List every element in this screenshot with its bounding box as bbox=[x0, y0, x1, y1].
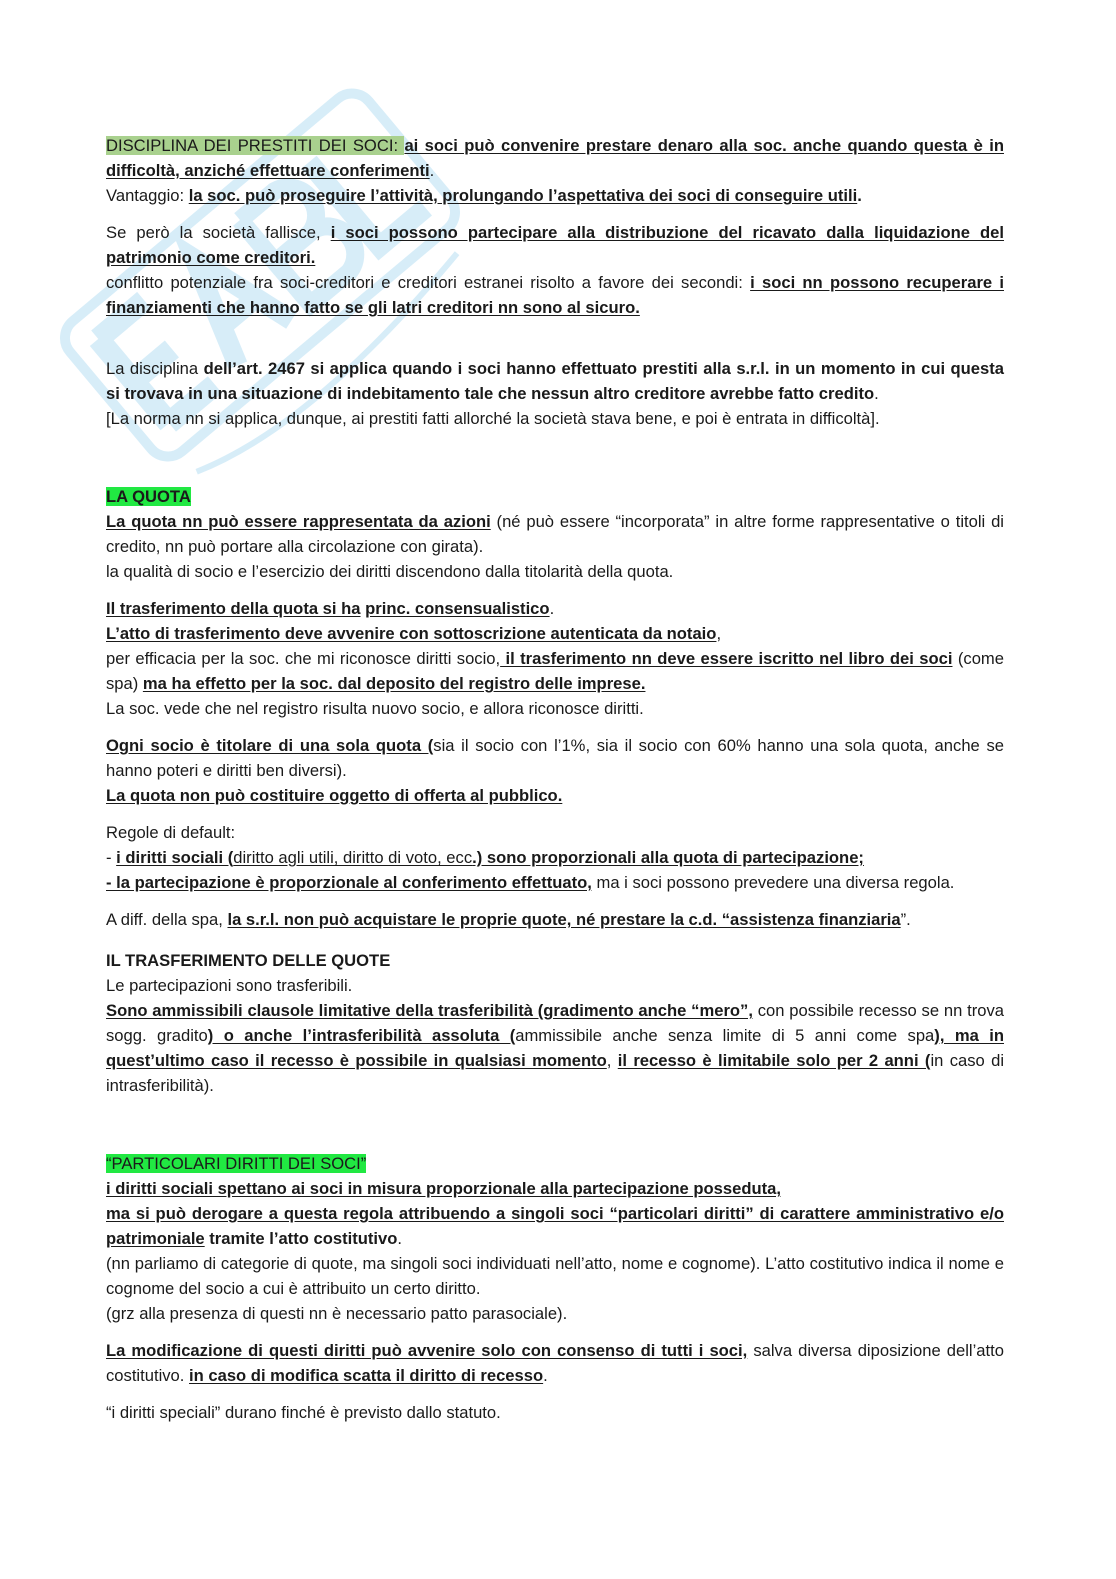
prestiti-p1-bold: ai soci può convenire prestare denaro alla soc. anche quando questa è in difficoltà, anziché effettuare conferimenti bbox=[106, 136, 1004, 180]
trasf-p2-text2: ammissibile anche senza limite di 5 anni come spa bbox=[515, 1026, 935, 1045]
quota-p10-under: diritto agli utili, diritto di voto, ecc bbox=[233, 848, 473, 867]
particolari-p6: “i diritti speciali” durano finché è previsto dallo statuto. bbox=[106, 1403, 501, 1422]
quota-p10 bbox=[106, 845, 1004, 870]
particolari-heading-line bbox=[106, 1151, 1004, 1176]
particolari-p3: (nn parliamo di categorie di quote, ma singoli soci individuati nell’atto, nome e cognome). L’atto costitutivo indica il nome e cognome del socio a cui è attribuito un certo diritto. bbox=[106, 1254, 1004, 1298]
trasf-p2-bold3: ), ma in quest’ultimo caso il recesso è possibile in qualsiasi momento bbox=[106, 1026, 1004, 1070]
quota-p11-text: ma i soci possono prevedere una diversa regola. bbox=[591, 873, 955, 892]
trasf-p2-bold4: il recesso è limitabile solo per 2 anni ( bbox=[617, 1051, 931, 1070]
particolari-p5-end: . bbox=[543, 1366, 548, 1385]
quota-p2: la qualità di socio e l’esercizio dei diritti discendono dalla titolarità della quota. bbox=[106, 562, 674, 581]
document-page bbox=[106, 133, 1004, 1437]
quota-p4 bbox=[106, 621, 1004, 646]
prestiti-fallimento bbox=[106, 220, 1004, 270]
quota-p5-bold2: ma ha effetto per la soc. dal deposito del registro delle imprese. bbox=[142, 674, 646, 693]
particolari-p2-end: . bbox=[397, 1229, 402, 1248]
particolari-p4: (grz alla presenza di questi nn è necessario patto parasociale). bbox=[106, 1304, 568, 1323]
quota-p5-bold: il trasferimento nn deve essere iscritto nel libro dei soci bbox=[500, 649, 953, 668]
prestiti-p5-end: . bbox=[874, 384, 879, 403]
quota-p12-end: ”. bbox=[900, 910, 911, 929]
quota-p12-bold: la s.r.l. non può acquistare le proprie quote, né prestare la c.d. “assistenza finanziaria bbox=[227, 910, 901, 929]
quota-p3-bold2: princ. consensualistico bbox=[365, 599, 550, 618]
particolari-p5-text: salva diversa diposizione dell’atto costitutivo. bbox=[106, 1341, 1004, 1385]
quota-p4-end: , bbox=[716, 624, 722, 643]
quota-p3-bold: Il trasferimento della quota si ha bbox=[106, 599, 361, 618]
quota-p7 bbox=[106, 733, 1004, 783]
quota-p10-bold2: .) sono proporzionali alla quota di partecipazione; bbox=[472, 848, 864, 867]
heading-particolari: “PARTICOLARI DIRITTI DEI SOCI” bbox=[106, 1154, 367, 1173]
quota-p1 bbox=[106, 509, 1004, 559]
heading-trasferimento: IL TRASFERIMENTO DELLE QUOTE bbox=[106, 951, 391, 970]
trasf-p2-text3: in caso di intrasferibilità). bbox=[106, 1051, 1005, 1095]
quota-p11-bold: - la partecipazione è proporzionale al conferimento effettuato, bbox=[106, 873, 592, 892]
heading-prestiti: DISCIPLINA DEI PRESTITI DEI SOCI bbox=[106, 136, 394, 155]
quota-p1-text: (né può essere “incorporata” in altre forme rappresentative o titoli di credito, nn può portare alla circolazione con girata). bbox=[106, 512, 1004, 556]
prestiti-conflitto bbox=[106, 270, 1004, 320]
quota-p5-text: per efficacia per la soc. che mi riconosce diritti socio, bbox=[106, 649, 501, 668]
prestiti-vantaggio bbox=[106, 183, 1004, 208]
particolari-p2-bold2: tramite l’atto costitutivo bbox=[204, 1229, 398, 1248]
quota-p8 bbox=[106, 783, 1004, 808]
quota-p7-bold: Ogni socio è titolare di una sola quota ( bbox=[106, 736, 434, 755]
trasferimento-p1: Le partecipazioni sono trasferibili. bbox=[106, 976, 353, 995]
prestiti-intro bbox=[106, 133, 1004, 183]
quota-p11 bbox=[106, 870, 1004, 895]
prestiti-p2-end: . bbox=[857, 186, 862, 205]
trasferimento-heading-line bbox=[106, 948, 1004, 973]
quota-p6: La soc. vede che nel registro risulta nuovo socio, e allora riconosce diritti. bbox=[106, 699, 644, 718]
heading-colon: : bbox=[393, 136, 405, 155]
prestiti-p3-bold: i soci possono partecipare alla distribuzione del ricavato dalla liquidazione del patrimonio come creditori. bbox=[106, 223, 1005, 267]
trasf-p2-bold2: ) o anche l’intrasferibilità assoluta ( bbox=[207, 1026, 516, 1045]
quota-p3 bbox=[106, 596, 1004, 621]
prestiti-p2-bold: la soc. può proseguire l’attività, prolungando l’aspettativa dei soci di conseguire utili bbox=[188, 186, 858, 205]
particolari-p5-bold2: in caso di modifica scatta il diritto di recesso bbox=[189, 1366, 544, 1385]
trasferimento-p2 bbox=[106, 998, 1004, 1098]
quota-p3-end: . bbox=[549, 599, 555, 618]
quota-p7-text: sia il socio con l’1%, sia il socio con 60% hanno una sola quota, anche se hanno poteri e diritti ben diversi). bbox=[106, 736, 1004, 780]
quota-p10-dash: - bbox=[106, 848, 117, 867]
prestiti-p5-bold: dell’art. 2467 si applica quando i soci hanno effettuato prestiti alla s.r.l. in un momento in cui questa si trovava in una situazione di indebitamento tale che nessun altro creditore avrebbe fatto credito bbox=[106, 359, 1004, 403]
quota-p9: Regole di default: bbox=[106, 823, 236, 842]
quota-p10-bold: i diritti sociali ( bbox=[116, 848, 234, 867]
prestiti-p3-text: Se però la società fallisce, bbox=[106, 223, 331, 242]
quota-heading-line bbox=[106, 484, 1004, 509]
trasf-p2-bold: Sono ammissibili clausole limitative della trasferibilità (gradimento anche “mero”, bbox=[106, 1001, 753, 1020]
trasf-p2-text: con possibile recesso se nn trova sogg. gradito bbox=[106, 1001, 1004, 1045]
particolari-p5 bbox=[106, 1338, 1004, 1388]
particolari-p5-bold: La modificazione di questi diritti può avvenire solo con consenso di tutti i soci, bbox=[106, 1341, 748, 1360]
heading-quota: LA QUOTA bbox=[106, 487, 191, 506]
prestiti-disciplina bbox=[106, 356, 1004, 406]
particolari-p2 bbox=[106, 1201, 1004, 1251]
quota-p1-bold: La quota nn può essere rappresentata da azioni bbox=[106, 512, 491, 531]
quota-p5 bbox=[106, 646, 1004, 696]
prestiti-p4-bold: i soci nn possono recuperare i finanziamenti che hanno fatto se gli latri creditori nn sono al sicuro. bbox=[106, 273, 1004, 317]
quota-p8-bold: La quota non può costituire oggetto di offerta al pubblico. bbox=[106, 786, 563, 805]
prestiti-p5-text: La disciplina bbox=[106, 359, 204, 378]
particolari-p1 bbox=[106, 1176, 1004, 1201]
prestiti-p4-text: conflitto potenziale fra soci-creditori e creditori estranei risolto a favore dei secondi: bbox=[106, 273, 751, 292]
particolari-p1-bold: i diritti sociali spettano ai soci in misura proporzionale alla partecipazione posseduta, bbox=[106, 1179, 781, 1198]
quota-p12-text: A diff. della spa, bbox=[106, 910, 228, 929]
prestiti-p2-label: Vantaggio: bbox=[106, 186, 189, 205]
prestiti-nota: [La norma nn si applica, dunque, ai prestiti fatti allorché la società stava bene, e poi è entrata in difficoltà]. bbox=[106, 409, 880, 428]
particolari-p2-bold: ma si può derogare a questa regola attribuendo a singoli soci “particolari diritti” di carattere amministrativo e/o patrimoniale bbox=[106, 1204, 1004, 1248]
trasf-p2-sep: , bbox=[606, 1051, 618, 1070]
quota-p12 bbox=[106, 907, 1004, 932]
quota-p4-bold: L’atto di trasferimento deve avvenire con sottoscrizione autenticata da notaio bbox=[106, 624, 717, 643]
quota-p5-text2: (come spa) bbox=[106, 649, 1004, 693]
prestiti-p1-end: . bbox=[429, 161, 435, 180]
